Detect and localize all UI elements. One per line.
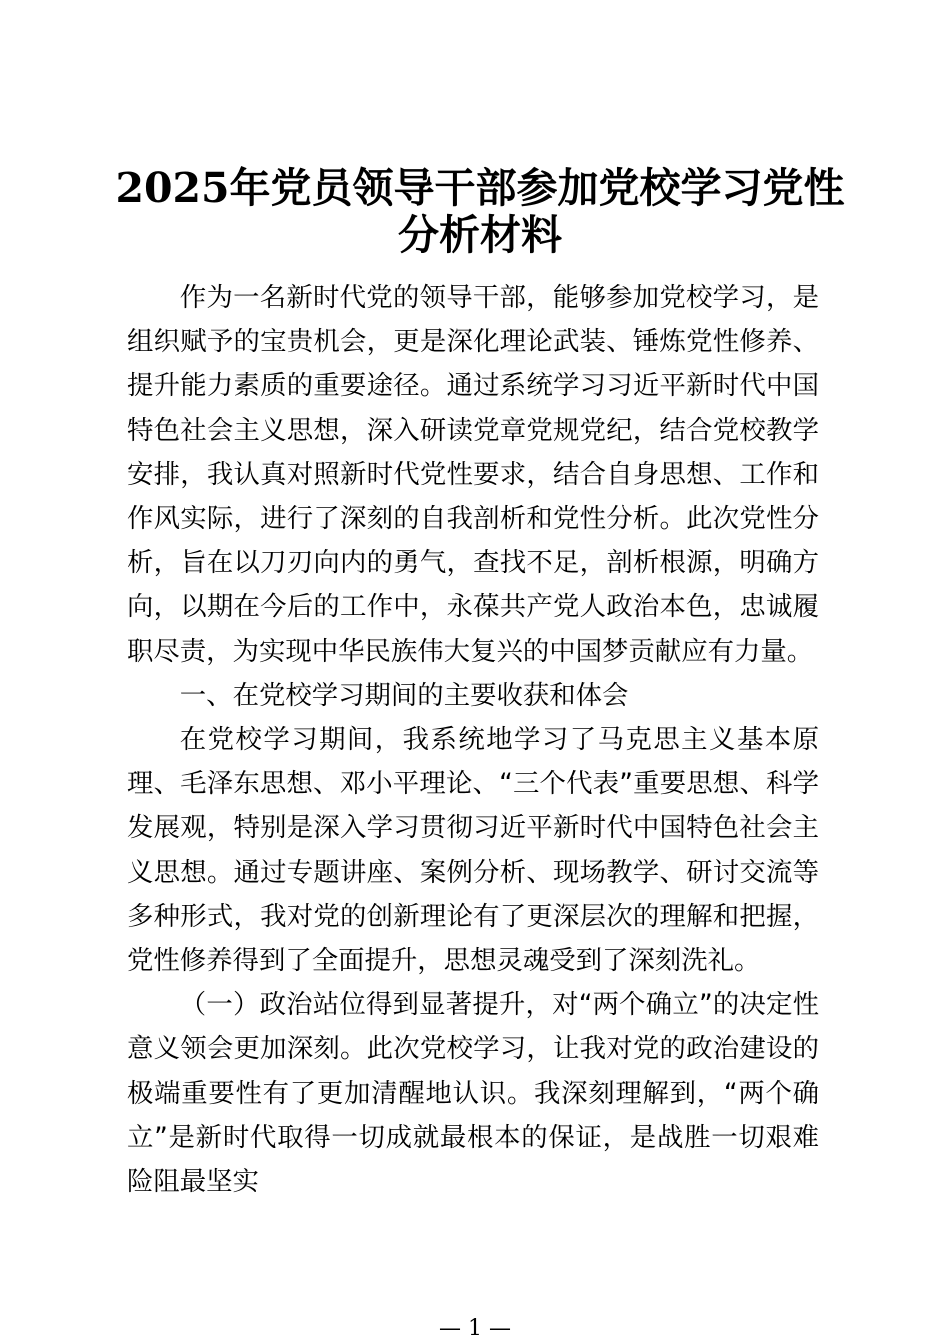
document-title: 2025年党员领导干部参加党校学习党性分析材料 bbox=[115, 164, 845, 259]
subsection-paragraph: （一）政治站位得到显著提升，对“两个确立”的决定性意义领会更加深刻。此次党校学习，让我对党的政治建设的极端重要性有了更加清醒地认识。我深刻理解到，“两个确立”是新时代取得一切成就最根本的保证，是战胜一切艰难险阻最坚实 bbox=[127, 989, 819, 1198]
section-paragraph: 在党校学习期间，我系统地学习了马克思主义基本原理、毛泽东思想、邓小平理论、“三个代表”重要思想、科学发展观，特别是深入学习贯彻习近平新时代中国特色社会主义思想。通过专题讲座、案例分析、现场教学、研讨交流等多种形式，我对党的创新理论有了更深层次的理解和把握，党性修养得到了全面提升，思想灵魂受到了深刻洗礼。 bbox=[127, 724, 819, 977]
intro-paragraph: 作为一名新时代党的领导干部，能够参加党校学习，是组织赋予的宝贵机会，更是深化理论武装、锤炼党性修养、提升能力素质的重要途径。通过系统学习习近平新时代中国特色社会主义思想，深入研读党章党规党纪，结合党校教学安排，我认真对照新时代党性要求，结合自身思想、工作和作风实际，进行了深刻的自我剖析和党性分析。此次党性分析，旨在以刀刃向内的勇气，查找不足，剖析根源，明确方向，以期在今后的工作中，永葆共产党人政治本色，忠诚履职尽责，为实现中华民族伟大复兴的中国梦贡献应有力量。 bbox=[127, 282, 819, 667]
section-heading: 一、在党校学习期间的主要收获和体会 bbox=[179, 679, 629, 711]
page-number: — 1 — bbox=[439, 1316, 511, 1341]
document-body bbox=[127, 276, 819, 1204]
